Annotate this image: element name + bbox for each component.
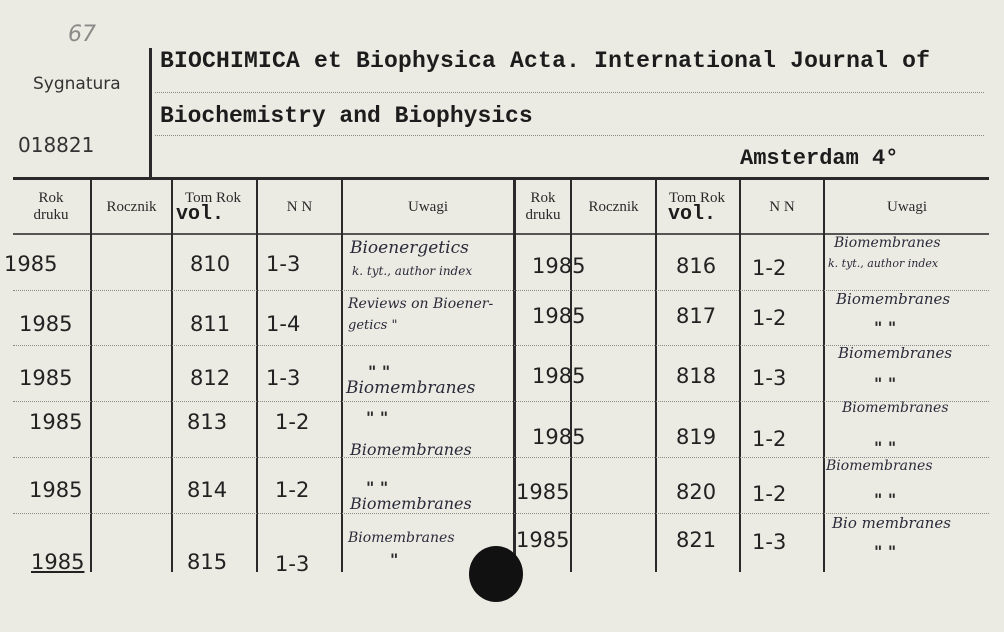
header-rocznik: Rocznik	[106, 199, 157, 215]
right-ditto: " "	[874, 490, 897, 509]
header-nn: N N	[769, 199, 795, 215]
left-nn: 1-2	[275, 410, 310, 434]
left-nn: 1-3	[266, 366, 301, 390]
table-top-rule	[13, 177, 989, 180]
header-nn: N N	[286, 199, 313, 215]
header-rocznik: Rocznik	[588, 199, 639, 215]
right-tom: 821	[676, 528, 717, 552]
right-nn: 1-3	[752, 530, 787, 554]
left-note: Biomembranes	[350, 440, 472, 459]
header-rok-druku: Rok druku	[33, 190, 69, 223]
left-year: 1985	[29, 410, 83, 434]
right-nn: 1-2	[752, 256, 787, 280]
right-note: Biomembranes	[834, 235, 941, 251]
left-note: Biomembranes	[348, 530, 455, 546]
left-ditto: "	[390, 550, 399, 569]
right-year: 1985	[532, 364, 586, 388]
left-note: Biomembranes	[350, 494, 472, 513]
right-note: Biomembranes	[836, 290, 951, 308]
corner-note: 67	[68, 22, 96, 47]
left-tom: 813	[187, 410, 228, 434]
title-line-1: BIOCHIMICA et Biophysica Acta. International Journal of	[160, 48, 931, 74]
title-line-2: Biochemistry and Biophysics	[160, 103, 533, 129]
right-tom: 816	[676, 254, 717, 278]
vol-stamp: vol.	[668, 203, 717, 226]
right-nn: 1-2	[752, 482, 787, 506]
title-rule-1	[155, 92, 984, 93]
right-nn: 1-2	[752, 427, 787, 451]
left-note: Reviews on Bioener-	[348, 296, 494, 312]
right-tom: 818	[676, 364, 717, 388]
right-ditto: " "	[874, 542, 897, 561]
left-nn: 1-3	[275, 552, 310, 576]
header-rok-druku: Rok druku	[525, 190, 561, 223]
left-nn: 1-4	[266, 312, 301, 336]
right-nn: 1-2	[752, 306, 787, 330]
left-year: 1985	[31, 550, 85, 574]
left-note: Biomembranes	[346, 378, 476, 398]
header-divider	[149, 48, 152, 178]
left-ditto: " "	[366, 408, 389, 427]
right-note: Biomembranes	[826, 458, 933, 474]
right-year: 1985	[532, 254, 586, 278]
left-tom: 812	[190, 366, 231, 390]
left-ditto: " "	[366, 478, 389, 497]
header-uwagi: Uwagi	[408, 199, 448, 215]
left-tom: 810	[190, 252, 231, 276]
right-note: Biomembranes	[838, 344, 953, 362]
left-year: 1985	[29, 478, 83, 502]
left-year: 1985	[19, 312, 73, 336]
left-ditto: " "	[368, 362, 391, 381]
place: Amsterdam 4°	[740, 146, 899, 171]
right-note: Biomembranes	[842, 400, 949, 416]
vol-stamp: vol.	[176, 203, 225, 226]
right-tom: 817	[676, 304, 717, 328]
right-year: 1985	[516, 528, 570, 552]
right-year: 1985	[532, 304, 586, 328]
left-nn: 1-2	[275, 478, 310, 502]
left-tom: 811	[190, 312, 231, 336]
left-tom: 815	[187, 550, 228, 574]
header-tom-rok: Tom Rok	[184, 190, 242, 206]
sygnatura-value: 018821	[18, 133, 95, 157]
right-note: k. tyt., author index	[828, 257, 939, 270]
right-note: Bio membranes	[832, 514, 951, 532]
punch-hole	[469, 546, 523, 602]
right-nn: 1-3	[752, 366, 787, 390]
right-year: 1985	[516, 480, 570, 504]
right-ditto: " "	[874, 374, 897, 393]
left-nn: 1-3	[266, 252, 301, 276]
sygnatura-label: Sygnatura	[33, 74, 121, 94]
header-uwagi: Uwagi	[887, 199, 927, 215]
right-ditto: " "	[874, 318, 897, 337]
right-tom: 819	[676, 425, 717, 449]
right-tom: 820	[676, 480, 717, 504]
right-year: 1985	[532, 425, 586, 449]
header-tom-rok: Tom Rok	[668, 190, 726, 206]
left-note: Bioenergetics	[350, 238, 469, 258]
left-year: 1985	[19, 366, 73, 390]
left-note: k. tyt., author index	[352, 264, 473, 278]
left-year: 1985	[4, 252, 58, 276]
left-note: getics "	[348, 318, 398, 333]
title-rule-2	[155, 135, 984, 136]
left-tom: 814	[187, 478, 228, 502]
right-ditto: " "	[874, 438, 897, 457]
